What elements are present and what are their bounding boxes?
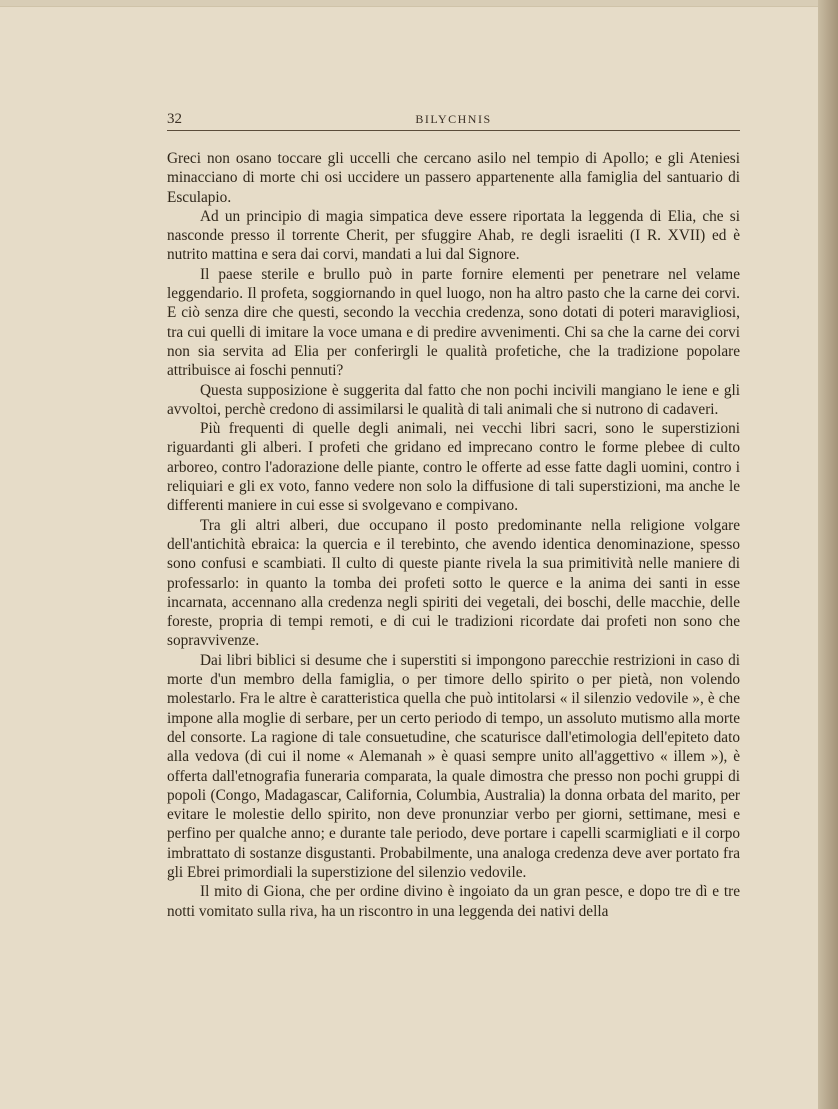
paragraph-paese-sterile: Il paese sterile e brullo può in parte fornire elementi per penetrare nel velame leggendario. Il profeta, soggiornando in quel luogo, non ha altro pasto che la carne dei corvi. E ciò senza dire che questi, secondo la vecchia credenza, sono dotati di poteri maravigliosi, tra cui quelli di imitare la voce umana e di predire avvenimenti. Chi sa che la carne dei corvi non sia servita ad Elia per conferirgli le qualità profetiche, che la tradizione popolare attribuisce ai foschi pennuti? (167, 265, 740, 380)
top-edge (0, 0, 818, 7)
paragraph-quercia-terebinto: Tra gli altri alberi, due occupano il posto predominante nella religione volgare dell'antichità ebraica: la quercia e il terebinto, che avendo identica denominazione, spesso sono confusi e scambiati. Il culto di queste piante rivela la sua primitività nelle maniere di professarlo: in quanto la tomba dei profeti sotto le querce e la anima dei santi in esse incarnata, accennano alla credenza negli spiriti dei vegetali, dei boschi, delle macchie, delle foreste, propria di tempi remoti, e di cui le tradizioni ricordate dai profeti non sono che sopravvivenze. (167, 516, 740, 650)
paragraph-elia: Ad un principio di magia simpatica deve essere riportata la leggenda di Elia, che si nasconde presso il torrente Cherit, per sfuggire Ahab, re degli israeliti (I R. XVII) ed è nutrito mattina e sera dai corvi, mandati a lui dal Signore. (167, 207, 740, 264)
next-page-edge (818, 0, 838, 1109)
paragraph-alberi: Più frequenti di quelle degli animali, nei vecchi libri sacri, sono le superstizioni riguardanti gli alberi. I profeti che gridano ed imprecano contro le forme plebee di culto arboreo, contro l'adorazione delle piante, contro le offerte ad esse fatte dagli uomini, contro i reliquiari e gli ex voto, fanno vedere non solo la diffusione di tali superstizioni, ma anche le differenti maniere in cui esse si svolgevano e compivano. (167, 420, 740, 515)
paragraph-continuation: Greci non osano toccare gli uccelli che cercano asilo nel tempio di Apollo; e gli Ateniesi minacciano di morte chi osi uccidere un passero appartenente alla famiglia del santuario di Esculapio. (167, 150, 740, 206)
page-number: 32 (167, 111, 182, 127)
paragraph-silenzio-vedovile: Dai libri biblici si desume che i superstiti si impongono parecchie restrizioni in caso di morte d'un membro della famiglia, o per timore dello spirito o per pietà, non volendo molestarlo. Fra le altre è caratteristica quella che può intitolarsi « il silenzio vedovile », è che impone alla moglie di serbare, per un certo periodo di tempo, un assoluto mutismo alla morte del consorte. La ragione di tale consuetudine, che scaturisce dall'etimologia dell'epiteto dato alla vedova (di cui il nome « Alemanah » è quasi sempre unito all'aggettivo « illem »), è offerta dall'etnografia funeraria comparata, la quale dimostra che presso non pochi gruppi di popoli (Congo, Madagascar, California, Columbia, Australia) la donna orbata del marito, per evitare le molestie dello spirito, non deve pronunziar verbo per giorni, settimane, mesi e perfino per qualche anno; e durante tale periodo, deve portare i capelli scarmigliati e il corpo imbrattato di sostanze disgustanti. Probabilmente, una analoga credenza deve aver portato fra gli Ebrei primordiali la superstizione del silenzio vedovile. (167, 651, 740, 881)
journal-title: BILYCHNIS (415, 112, 492, 126)
running-head (167, 108, 740, 131)
paragraph-giona: Il mito di Giona, che per ordine divino è ingoiato da un gran pesce, e dopo tre dì e tre notti vomitato sulla riva, ha un riscontro in una leggenda dei nativi della (167, 883, 740, 920)
body-text (167, 149, 740, 921)
paragraph-supposizione: Questa supposizione è suggerita dal fatto che non pochi incivili mangiano le iene e gli avvoltoi, perchè credono di assimilarsi le qualità di tali animali che si nutrono di cadaveri. (167, 381, 740, 418)
